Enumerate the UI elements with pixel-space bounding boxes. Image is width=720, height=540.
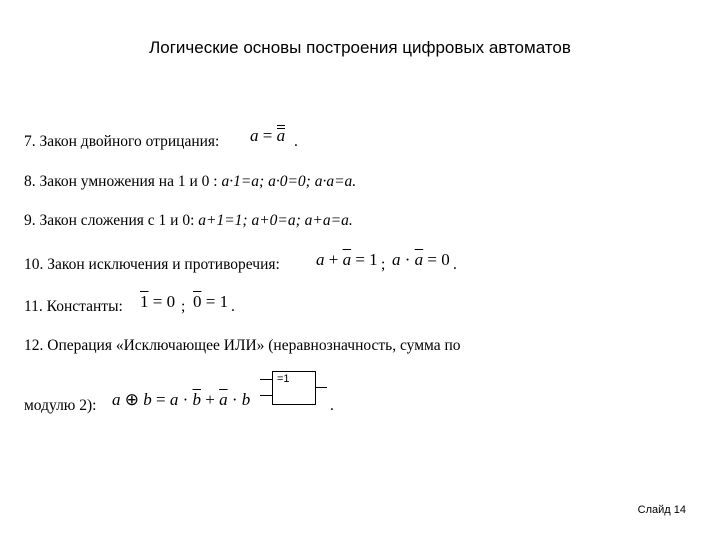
gate-input-1 [260,379,272,380]
law-8-text: 8. Закон умножения на 1 и 0 : [24,173,218,190]
law-12-text2: модулю 2): [24,397,97,414]
law-12 [24,337,461,355]
law-10-text: 10. Закон исключения и противоречия: [24,256,280,273]
law-11-after: . [231,298,235,315]
law-12-text: 12. Операция «Исключающее ИЛИ» (неравнозначность, сумма по [24,337,461,354]
law-12-after: . [330,397,334,414]
law-10-formula-2: $a \cdot \overline{a} = 0$ [392,250,450,269]
law-11-formula-2: 0 = 1 [193,292,229,311]
law-7-after: . [294,133,298,150]
law-10-sep: ; [381,256,386,273]
gate-output [315,387,327,388]
gate-label: =1 [277,373,290,385]
law-10-formula-1: $a + \overline{a} = 1$ [316,250,378,269]
law-11-text: 11. Константы: [24,298,123,315]
law-10 [24,256,280,274]
xor-gate-symbol [272,371,316,405]
law-11-sep: ; [181,298,186,315]
law-11-formula-1: 1 = 0 [140,292,176,311]
law-12-formula: a ⊕ $b = a \cdot \overline{b} + \overline{a} \cdot b$ [112,390,251,409]
law-12-line2 [24,397,96,415]
law-11 [24,298,123,316]
law-9-formula: a+1=1; a+0=a; a+a=a. [198,212,353,229]
law-7-text: 7. Закон двойного отрицания: [24,133,220,150]
law-9 [24,212,353,230]
law-10-after: . [453,256,457,273]
law-7-formula: a = a [250,126,286,145]
law-8-formula: a·1=a; a·0=0; a·a=a. [221,173,357,190]
law-9-text: 9. Закон сложения с 1 и 0: [24,212,195,229]
slide-number: Слайд 14 [637,504,686,516]
law-8 [24,173,356,191]
slide-title: Логические основы построения цифровых автоматов [149,38,571,57]
law-7 [24,133,219,151]
gate-input-2 [260,395,272,396]
